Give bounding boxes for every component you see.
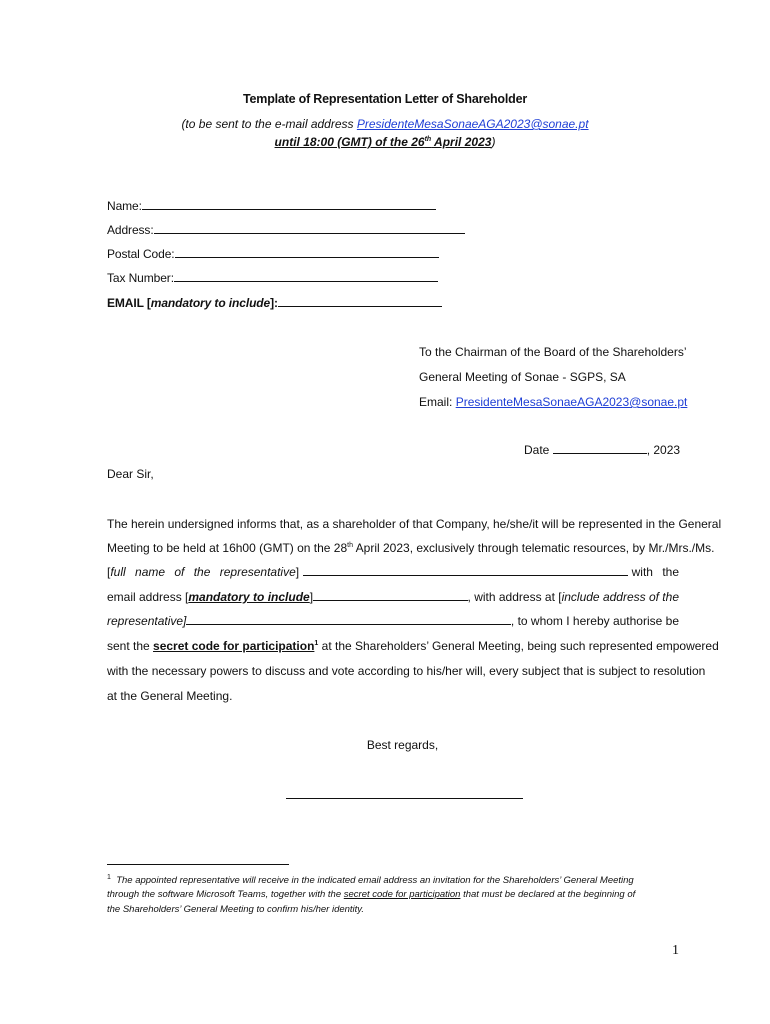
body-line-2	[107, 541, 715, 555]
mandatory-hint: mandatory to include	[188, 590, 310, 604]
deadline-text: until 18:00 (GMT) of the 26	[274, 135, 425, 149]
body-line-6-c: at the Shareholders’ General Meeting, being such represented empowered	[318, 639, 719, 653]
body-line-3-c: ]	[295, 565, 300, 579]
body-line-5-b: , to whom I hereby authorise be	[510, 614, 679, 628]
document-title: Template of Representation Letter of Shareholder	[243, 92, 527, 106]
footnote-line-3: the Shareholders’ General Meeting to confirm his/her identity.	[107, 904, 364, 915]
signature-line[interactable]	[286, 798, 523, 799]
body-line-2-a: Meeting to be held at 16h00 (GMT) on the 28	[107, 541, 348, 555]
postal-code-blank[interactable]	[175, 247, 439, 258]
address-hint: include address of the	[561, 590, 679, 604]
body-line-3-d: with the	[631, 565, 679, 579]
date-blank[interactable]	[553, 443, 647, 454]
name-field[interactable]	[107, 199, 436, 213]
body-line-4-d: , with address at [	[467, 590, 562, 604]
footnote-secret-code-term: secret code for participation	[343, 889, 461, 900]
footnote-separator	[107, 864, 289, 865]
representative-name-blank[interactable]	[303, 565, 628, 576]
addressee-email-label: Email:	[419, 395, 456, 409]
name-label: Name:	[107, 199, 142, 213]
secret-code-term: secret code for participation	[153, 639, 315, 653]
footnote-number: 1	[107, 874, 111, 881]
addressee-email	[419, 395, 687, 409]
address-blank[interactable]	[154, 223, 465, 234]
body-line-4-a: email address [	[107, 590, 189, 604]
postal-code-label: Postal Code:	[107, 247, 175, 261]
footnote-line-1	[107, 874, 682, 886]
body-line-6	[107, 639, 719, 653]
salutation: Dear Sir,	[107, 467, 154, 481]
date-line	[524, 443, 680, 457]
deadline-month: April 2023	[431, 135, 492, 149]
footnote-text-2a: through the software Microsoft Teams, together with the	[107, 889, 344, 900]
address-field[interactable]	[107, 223, 465, 237]
representative-email-blank[interactable]	[313, 590, 467, 601]
body-line-5	[107, 614, 679, 628]
body-line-4-c: ]	[309, 590, 314, 604]
body-line-2-ordinal: th	[347, 542, 353, 549]
addressee-line-2: General Meeting of Sonae - SGPS, SA	[419, 370, 626, 384]
address-label: Address:	[107, 223, 154, 237]
deadline-close: )	[491, 135, 496, 149]
representative-name-hint: full name of the representative	[110, 565, 296, 579]
tax-number-blank[interactable]	[174, 271, 438, 282]
email-field[interactable]	[107, 296, 442, 310]
body-line-7: with the necessary powers to discuss and vote according to his/her will, every subject that is subject to resolution	[107, 664, 706, 678]
body-line-6-a: sent the	[107, 639, 154, 653]
date-year: , 2023	[646, 443, 681, 457]
representative-hint: representative]	[107, 614, 187, 628]
footnote-ref[interactable]: 1	[314, 640, 319, 647]
name-blank[interactable]	[142, 199, 436, 210]
representative-address-blank[interactable]	[186, 614, 511, 625]
addressee-email-link[interactable]: PresidenteMesaSonaeAGA2023@sonae.pt	[455, 395, 688, 409]
body-line-3-a: [	[107, 565, 111, 579]
tax-number-field[interactable]	[107, 271, 438, 285]
page-number: 1	[672, 943, 679, 958]
footnote-text-1: The appointed representative will receive in the indicated email address an invitation for the Shareholders’ General Meeting	[116, 875, 634, 887]
email-label-a: EMAIL [	[107, 296, 151, 310]
body-line-3	[107, 565, 679, 579]
deadline-ordinal: th	[424, 136, 432, 143]
submission-instruction	[0, 117, 770, 131]
submission-email-link[interactable]: PresidenteMesaSonaeAGA2023@sonae.pt	[356, 117, 589, 131]
postal-code-field[interactable]	[107, 247, 439, 261]
body-line-8: at the General Meeting.	[107, 689, 233, 703]
body-line-4	[107, 590, 679, 604]
email-label-c: ]:	[270, 296, 278, 310]
addressee-line-1: To the Chairman of the Board of the Shareholders’	[419, 345, 687, 359]
closing: Best regards,	[366, 738, 439, 752]
footnote-line-2	[107, 889, 682, 900]
email-blank[interactable]	[278, 296, 442, 307]
body-line-2-b: April 2023, exclusively through telematic resources, by Mr./Mrs./Ms.	[353, 541, 715, 555]
email-label-mandatory: mandatory to include	[150, 296, 271, 310]
instruction-text: (to be sent to the e-mail address	[181, 117, 357, 131]
date-label: Date	[524, 443, 550, 457]
deadline	[0, 135, 770, 149]
tax-number-label: Tax Number:	[107, 271, 174, 285]
footnote-text-2c: that must be declared at the beginning of	[460, 889, 636, 900]
body-line-1: The herein undersigned informs that, as a shareholder of that Company, he/she/it will be represented in the General	[107, 517, 722, 531]
